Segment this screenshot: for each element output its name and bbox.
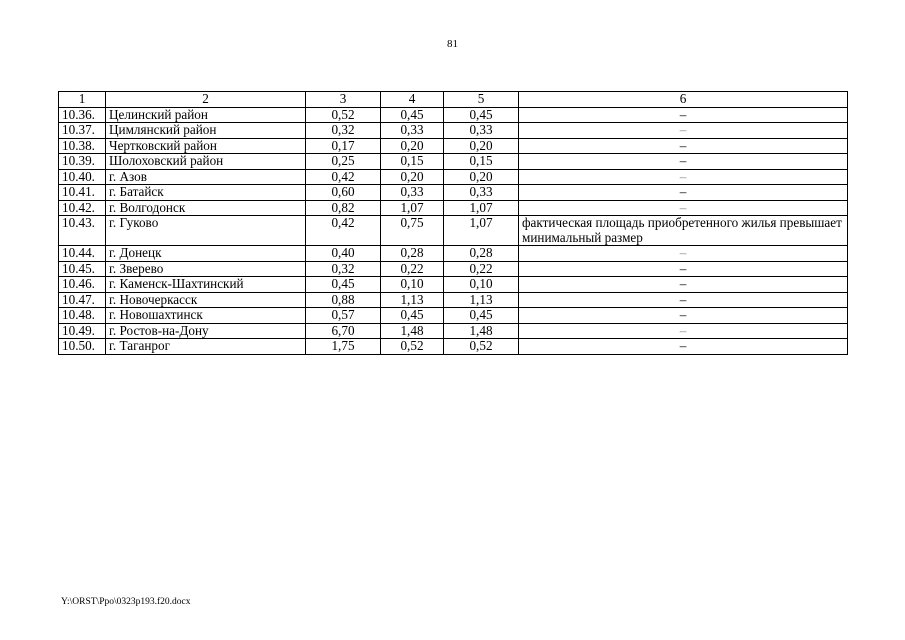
row-note: – [519,292,848,308]
row-note: – [519,154,848,170]
row-name: г. Ростов-на-Дону [106,323,306,339]
row-name: г. Каменск-Шахтинский [106,277,306,293]
row-name: Цимлянский район [106,123,306,139]
row-name: г. Волгодонск [106,200,306,216]
row-value-col4: 0,45 [381,107,444,123]
row-value-col3: 0,60 [306,185,381,201]
row-value-col5: 0,52 [444,339,519,355]
row-name: г. Азов [106,169,306,185]
row-value-col4: 0,20 [381,169,444,185]
table-row [59,138,848,154]
row-value-col5: 1,13 [444,292,519,308]
table-row [59,216,848,246]
table-row [59,277,848,293]
row-note: – [519,185,848,201]
row-number: 10.39. [59,154,106,170]
row-note: – [519,107,848,123]
row-value-col4: 0,28 [381,246,444,262]
row-value-col3: 0,40 [306,246,381,262]
table-row [59,292,848,308]
table-row [59,261,848,277]
row-name: Чертковский район [106,138,306,154]
row-value-col5: 1,07 [444,216,519,246]
row-name: Целинский район [106,107,306,123]
row-value-col5: 0,33 [444,123,519,139]
row-value-col4: 0,75 [381,216,444,246]
row-value-col3: 0,17 [306,138,381,154]
row-value-col4: 0,52 [381,339,444,355]
row-name: г. Батайск [106,185,306,201]
row-value-col4: 0,22 [381,261,444,277]
row-value-col3: 0,42 [306,169,381,185]
table-row [59,308,848,324]
row-number: 10.37. [59,123,106,139]
table-row [59,169,848,185]
row-value-col4: 0,45 [381,308,444,324]
row-note: – [519,308,848,324]
header-cell-5: 5 [444,92,519,108]
row-value-col4: 0,15 [381,154,444,170]
row-value-col4: 0,33 [381,185,444,201]
header-cell-3: 3 [306,92,381,108]
table-row [59,200,848,216]
row-number: 10.49. [59,323,106,339]
header-cell-6: 6 [519,92,848,108]
row-note: фактическая площадь приобретенного жилья превышает минимальный размер [519,216,848,246]
row-value-col4: 1,07 [381,200,444,216]
row-value-col3: 0,32 [306,123,381,139]
row-note: – [519,123,848,139]
row-number: 10.46. [59,277,106,293]
row-number: 10.44. [59,246,106,262]
row-value-col5: 0,45 [444,107,519,123]
row-name: г. Зверево [106,261,306,277]
header-cell-1: 1 [59,92,106,108]
row-number: 10.48. [59,308,106,324]
row-value-col3: 6,70 [306,323,381,339]
data-table [58,91,848,355]
row-value-col3: 0,32 [306,261,381,277]
row-value-col5: 0,28 [444,246,519,262]
table-row [59,339,848,355]
row-value-col3: 0,57 [306,308,381,324]
row-note: – [519,138,848,154]
row-number: 10.41. [59,185,106,201]
row-value-col5: 0,33 [444,185,519,201]
row-name: г. Донецк [106,246,306,262]
row-value-col5: 0,45 [444,308,519,324]
row-value-col5: 1,48 [444,323,519,339]
table-row [59,123,848,139]
row-number: 10.45. [59,261,106,277]
row-note: – [519,200,848,216]
row-value-col5: 0,20 [444,138,519,154]
row-value-col5: 0,20 [444,169,519,185]
row-number: 10.40. [59,169,106,185]
row-value-col4: 0,33 [381,123,444,139]
row-value-col5: 0,22 [444,261,519,277]
row-value-col5: 0,10 [444,277,519,293]
row-value-col4: 0,20 [381,138,444,154]
row-number: 10.42. [59,200,106,216]
row-value-col4: 0,10 [381,277,444,293]
row-value-col3: 0,88 [306,292,381,308]
row-note: – [519,323,848,339]
row-note: – [519,261,848,277]
header-row [59,92,848,108]
row-note: – [519,277,848,293]
row-value-col4: 1,13 [381,292,444,308]
table-row [59,185,848,201]
row-name: г. Новошахтинск [106,308,306,324]
row-name: г. Новочеркасск [106,292,306,308]
row-value-col3: 0,52 [306,107,381,123]
row-value-col3: 0,82 [306,200,381,216]
row-value-col5: 1,07 [444,200,519,216]
row-note: – [519,339,848,355]
row-note: – [519,169,848,185]
row-name: г. Гуково [106,216,306,246]
row-number: 10.36. [59,107,106,123]
row-value-col3: 0,45 [306,277,381,293]
row-number: 10.50. [59,339,106,355]
table-row [59,107,848,123]
header-cell-2: 2 [106,92,306,108]
row-value-col4: 1,48 [381,323,444,339]
row-number: 10.43. [59,216,106,246]
row-value-col3: 0,25 [306,154,381,170]
row-value-col5: 0,15 [444,154,519,170]
row-number: 10.47. [59,292,106,308]
page-number: 81 [447,38,458,50]
table-row [59,246,848,262]
row-name: г. Таганрог [106,339,306,355]
footer-file-path: Y:\ORST\Ppo\0323p193.f20.docx [61,597,191,607]
header-cell-4: 4 [381,92,444,108]
row-number: 10.38. [59,138,106,154]
row-note: – [519,246,848,262]
row-name: Шолоховский район [106,154,306,170]
row-value-col3: 0,42 [306,216,381,246]
row-value-col3: 1,75 [306,339,381,355]
table-row [59,323,848,339]
table-row [59,154,848,170]
